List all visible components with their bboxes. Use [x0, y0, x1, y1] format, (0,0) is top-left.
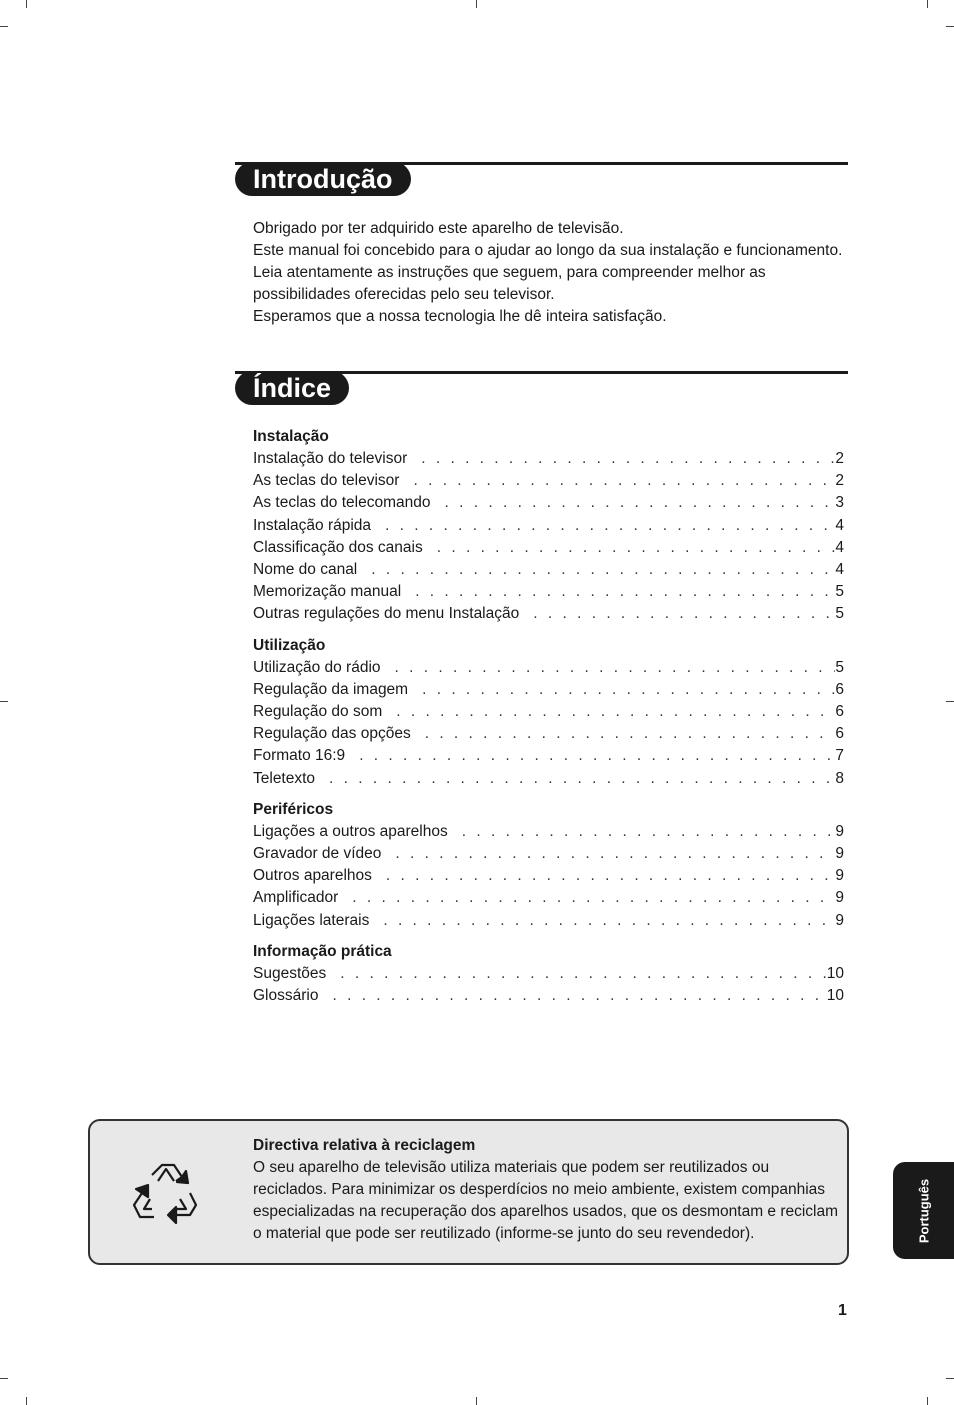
toc-entry-label: Sugestões: [253, 964, 327, 982]
toc-entry-page: 10: [826, 964, 844, 982]
toc-entry-label: Ligações a outros aparelhos: [253, 822, 448, 840]
toc-leader-dots: [422, 679, 835, 701]
toc-leader-dots: [352, 887, 835, 909]
toc-entry-page: 9: [835, 911, 844, 929]
toc-entry-page: 9: [835, 889, 844, 907]
toc-entry-label: Memorização manual: [253, 583, 402, 601]
recycling-text: [253, 1135, 843, 1245]
recycling-body: O seu aparelho de televisão utiliza materiais que podem ser reutilizados ou reciclados. Para minimizar os desperdícios no meio ambiente, existem companhias especializadas na recuperação dos aparelhos usados, que os desmontam e reciclam o material que pode ser reutilizado (informe-se junto do seu revendedor).: [253, 1159, 839, 1242]
toc-entry-page: 9: [835, 845, 844, 863]
crop-mark: [476, 1397, 477, 1405]
toc-entry-label: Regulação do som: [253, 703, 383, 721]
toc-entry-label: Nome do canal: [253, 561, 358, 579]
crop-mark: [0, 701, 8, 702]
toc-entry-label: Gravador de vídeo: [253, 845, 382, 863]
toc-group-title: Utilização: [253, 636, 326, 654]
toc-leader-dots: [332, 985, 826, 1007]
crop-mark: [0, 26, 8, 27]
toc-entry-label: Regulação das opções: [253, 725, 411, 743]
crop-mark: [946, 26, 954, 27]
crop-mark: [946, 1378, 954, 1379]
toc-entry: [253, 492, 844, 514]
toc-entry-label: Amplificador: [253, 889, 339, 907]
index-heading-bar: [235, 371, 848, 407]
toc-entry-page: 2: [835, 450, 844, 467]
toc-entry-label: Regulação da imagem: [253, 680, 409, 698]
toc-entry-label: Instalação rápida: [253, 516, 372, 534]
index-heading: Índice: [235, 371, 349, 405]
toc-leader-dots: [386, 865, 835, 887]
recycling-notice: [88, 1119, 849, 1265]
toc-entry: [253, 515, 844, 537]
toc-leader-dots: [413, 470, 835, 492]
toc-leader-dots: [383, 910, 835, 932]
toc-entry-page: 10: [826, 987, 844, 1005]
toc-leader-dots: [415, 581, 835, 603]
toc-entry-page: 3: [835, 494, 844, 512]
toc-entry-label: Instalação do televisor: [253, 450, 408, 467]
toc-leader-dots: [421, 448, 835, 470]
toc-entry-label: As teclas do televisor: [253, 472, 400, 490]
toc-entry-label: Formato 16:9: [253, 747, 346, 765]
toc-entry: [253, 559, 844, 581]
toc-entry-page: 4: [835, 516, 844, 534]
toc-entry: [253, 679, 844, 701]
toc-entry: [253, 581, 844, 603]
recycle-icon: [130, 1161, 200, 1231]
toc-entry: [253, 470, 844, 492]
toc-leader-dots: [462, 821, 836, 843]
toc-entry: [253, 910, 844, 932]
toc-entry-page: 8: [835, 769, 844, 787]
toc-entry: [253, 745, 844, 767]
toc-group-title: Informação prática: [253, 942, 392, 960]
toc-entry-label: Outros aparelhos: [253, 867, 372, 885]
recycling-title: Directiva relativa à reciclagem: [253, 1137, 476, 1154]
crop-mark: [26, 1397, 27, 1405]
toc-entry-page: 4: [835, 538, 844, 556]
toc-entry-label: As teclas do telecomando: [253, 494, 431, 512]
toc-group-title: Instalação: [253, 428, 329, 445]
intro-heading: Introdução: [235, 162, 411, 196]
toc-leader-dots: [395, 657, 836, 679]
crop-mark: [0, 1378, 8, 1379]
toc-entry: [253, 701, 844, 723]
toc-entry-page: 7: [835, 747, 844, 765]
toc-entry-page: 5: [835, 605, 844, 623]
toc-entry: [253, 768, 844, 790]
toc-leader-dots: [437, 537, 836, 559]
intro-paragraph: Obrigado por ter adquirido este aparelho de televisão.: [253, 220, 624, 237]
page-number: 1: [838, 1302, 847, 1319]
intro-paragraph: Esperamos que a nossa tecnologia lhe dê inteira satisfação.: [253, 308, 667, 325]
crop-mark: [946, 701, 954, 702]
intro-paragraph: Este manual foi concebido para o ajudar ao longo da sua instalação e funcionamento. Leia atentamente as instruções que seguem, para compreender melhor as possibilidades oferecidas pelo seu televisor.: [253, 242, 843, 303]
toc-entry: [253, 985, 844, 1007]
language-tab-label: Português: [916, 1178, 931, 1243]
toc-entry-page: 6: [835, 703, 844, 721]
toc-entry: [253, 843, 844, 865]
toc-entry: [253, 448, 844, 470]
toc-leader-dots: [445, 492, 836, 514]
crop-mark: [26, 0, 27, 8]
toc-entry-label: Utilização do rádio: [253, 658, 381, 676]
table-of-contents: [253, 426, 844, 1016]
toc-group: [253, 799, 844, 932]
toc-entry: [253, 887, 844, 909]
crop-mark: [927, 1397, 928, 1405]
toc-entry: [253, 603, 844, 625]
toc-group: [253, 426, 844, 626]
toc-entry: [253, 537, 844, 559]
toc-entry-page: 5: [835, 583, 844, 601]
toc-group-title: Periféricos: [253, 800, 334, 818]
toc-entry-page: 9: [835, 867, 844, 885]
toc-leader-dots: [340, 963, 827, 985]
toc-leader-dots: [533, 603, 835, 625]
toc-entry-page: 6: [835, 680, 844, 698]
toc-leader-dots: [395, 843, 835, 865]
intro-text: [253, 218, 843, 328]
toc-entry-label: Glossário: [253, 987, 319, 1005]
toc-entry: [253, 963, 844, 985]
toc-entry-page: 4: [835, 561, 844, 579]
toc-entry-label: Classificação dos canais: [253, 538, 423, 556]
toc-leader-dots: [385, 515, 835, 537]
toc-leader-dots: [329, 768, 835, 790]
toc-entry-label: Ligações laterais: [253, 911, 370, 929]
toc-entry-page: 6: [835, 725, 844, 743]
toc-entry-label: Outras regulações do menu Instalação: [253, 605, 520, 623]
toc-leader-dots: [359, 745, 835, 767]
crop-mark: [927, 0, 928, 8]
crop-mark: [476, 0, 477, 8]
toc-entry-page: 9: [835, 822, 844, 840]
toc-group: [253, 941, 844, 1007]
toc-entry-page: 2: [835, 472, 844, 490]
toc-entry: [253, 657, 844, 679]
intro-heading-bar: [235, 162, 848, 198]
toc-leader-dots: [396, 701, 835, 723]
toc-group: [253, 635, 844, 790]
toc-leader-dots: [371, 559, 835, 581]
toc-entry: [253, 821, 844, 843]
language-tab: [893, 1162, 954, 1259]
toc-entry: [253, 865, 844, 887]
toc-leader-dots: [425, 723, 836, 745]
toc-entry: [253, 723, 844, 745]
toc-entry-label: Teletexto: [253, 769, 316, 787]
toc-entry-page: 5: [835, 658, 844, 676]
